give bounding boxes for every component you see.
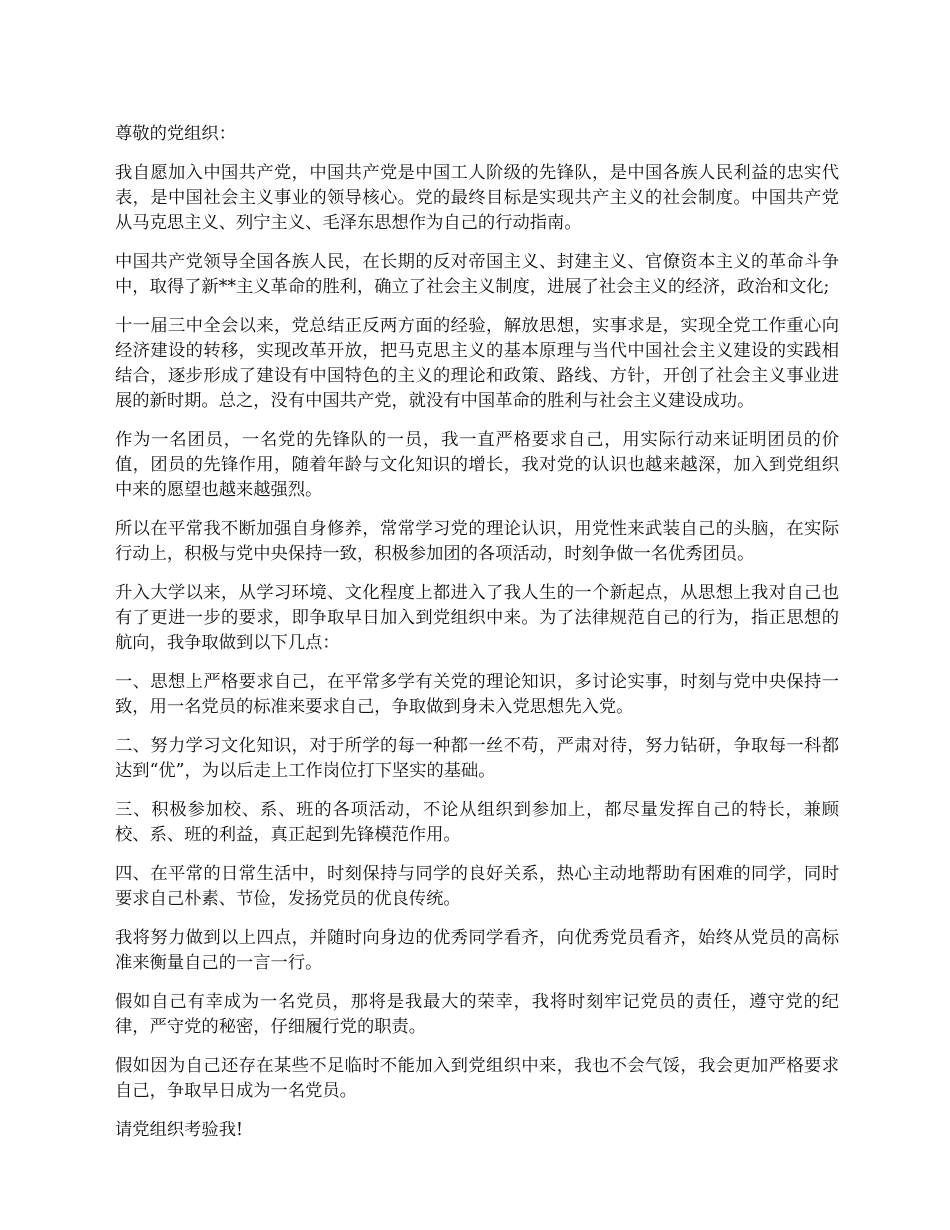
paragraph-13: 假如因为自己还存在某些不足临时不能加入到党组织中来，我也不会气馁，我会更加严格要求自己，争取早日成为一名党员。 (115, 1056, 839, 1101)
paragraph-3: 十一届三中全会以来，党总结正反两方面的经验，解放思想，实事求是，实现全党工作重心向经济建设的转移，实现改革开放，把马克思主义的基本原理与当代中国社会主义建设的实践相结合，逐步形成了建设有中国特色的主义的理论和政策、路线、方针，开创了社会主义事业进展的新时期。总之，没有中国共产党，就没有中国革命的胜利与社会主义建设成功。 (115, 316, 839, 411)
paragraph-11: 我将努力做到以上四点，并随时向身边的优秀同学看齐，向优秀党员看齐，始终从党员的高标准来衡量自己的一言一行。 (115, 928, 839, 973)
paragraph-4: 作为一名团员，一名党的先锋队的一员，我一直严格要求自己，用实际行动来证明团员的价值，团员的先锋作用，随着年龄与文化知识的增长，我对党的认识也越来越深，加入到党组织中来的愿望也越来越强烈。 (115, 430, 839, 500)
closing-line: 请党组织考验我! (115, 1120, 243, 1140)
paragraph-2: 中国共产党领导全国各族人民，在长期的反对帝国主义、封建主义、官僚资本主义的革命斗争中，取得了新**主义革命的胜利，确立了社会主义制度，进展了社会主义的经济，政治和文化; (115, 252, 839, 297)
paragraph-12: 假如自己有幸成为一名党员，那将是我最大的荣幸，我将时刻牢记党员的责任，遵守党的纪律，严守党的秘密，仔细履行党的职责。 (115, 992, 839, 1037)
document-body (115, 122, 839, 1157)
paragraph-1: 我自愿加入中国共产党，中国共产党是中国工人阶级的先锋队，是中国各族人民利益的忠实代表，是中国社会主义事业的领导核心。党的最终目标是实现共产主义的社会制度。中国共产党从马克思主义、列宁主义、毛泽东思想作为自己的行动指南。 (115, 163, 839, 233)
point-4: 四、在平常的日常生活中，时刻保持与同学的良好关系，热心主动地帮助有困难的同学，同时要求自己朴素、节俭，发扬党员的优良传统。 (115, 864, 839, 909)
point-2: 二、努力学习文化知识，对于所学的每一种都一丝不苟，严肃对待，努力钻研，争取每一科都达到“优”，为以后走上工作岗位打下坚实的基础。 (115, 736, 839, 781)
paragraph-6: 升入大学以来，从学习环境、文化程度上都进入了我人生的一个新起点，从思想上我对自己也有了更进一步的要求，即争取早日加入到党组织中来。为了法律规范自己的行为，指正思想的航向，我争取做到以下几点： (115, 583, 839, 653)
point-1: 一、思想上严格要求自己，在平常多学有关党的理论知识，多讨论实事，时刻与党中央保持一致，用一名党员的标准来要求自己，争取做到身未入党思想先入党。 (115, 672, 839, 717)
point-3: 三、积极参加校、系、班的各项活动，不论从组织到参加上，都尽量发挥自己的特长，兼顾校、系、班的利益，真正起到先锋模范作用。 (115, 800, 839, 845)
salutation: 尊敬的党组织： (115, 124, 236, 144)
paragraph-5: 所以在平常我不断加强自身修养，常常学习党的理论认识，用党性来武装自己的头脑，在实际行动上，积极与党中央保持一致，积极参加团的各项活动，时刻争做一名优秀团员。 (115, 519, 839, 564)
